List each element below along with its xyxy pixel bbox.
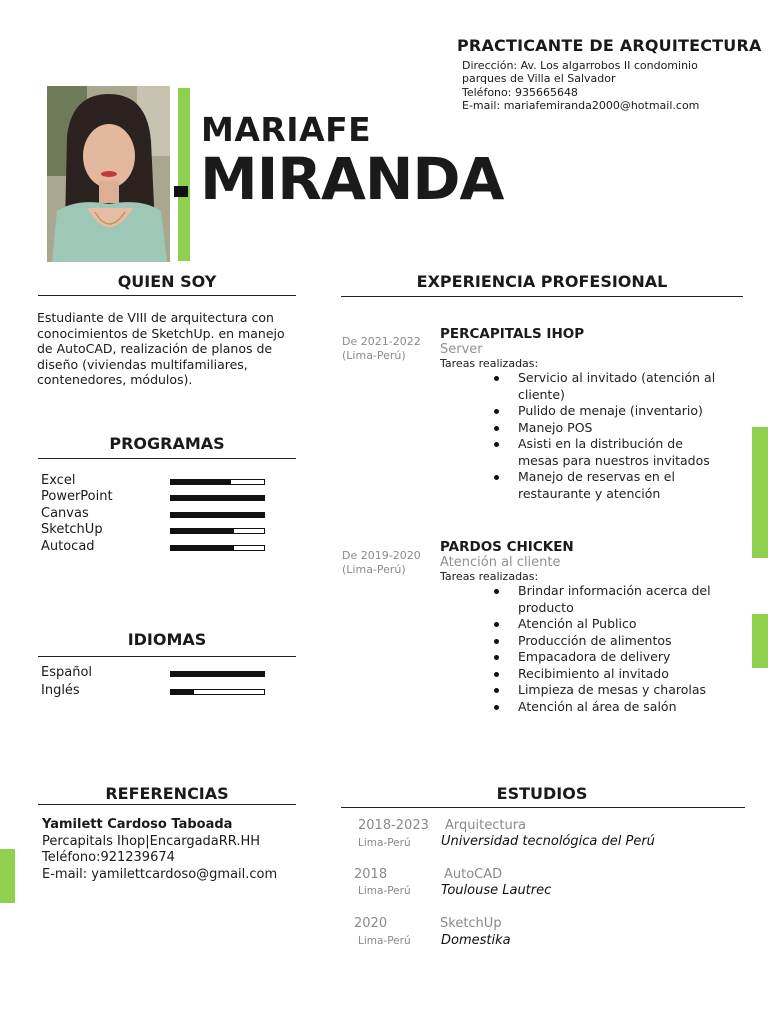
program-level-bar xyxy=(170,528,265,534)
program-label: Excel xyxy=(41,473,76,488)
study-institution: Universidad tecnológica del Perú xyxy=(441,834,655,849)
program-level-bar xyxy=(170,495,265,501)
program-level-bar xyxy=(170,545,265,551)
language-label: Español xyxy=(41,665,93,680)
references-title: REFERENCIAS xyxy=(105,784,229,803)
list-item: Pulido de menaje (inventario) xyxy=(494,403,724,420)
job-role: Atención al cliente xyxy=(440,555,561,570)
programs-title: PROGRAMAS xyxy=(109,434,225,453)
list-item: Servicio al invitado (atención al cliente) xyxy=(494,370,724,403)
email-line[interactable]: E-mail: mariafemiranda2000@hotmail.com xyxy=(462,98,700,112)
program-label: Canvas xyxy=(41,505,89,521)
job-company: PARDOS CHICKEN xyxy=(440,539,574,555)
program-label: PowerPoint xyxy=(41,489,113,505)
accent-vertical-bar xyxy=(178,88,190,261)
language-level-fill xyxy=(171,690,194,694)
list-item: Producción de alimentos xyxy=(494,633,724,650)
programs-divider xyxy=(38,458,296,459)
studies-divider xyxy=(341,807,745,808)
accent-dash xyxy=(174,186,188,197)
study-year: 2020 xyxy=(354,916,388,931)
program-level-bar xyxy=(170,479,265,485)
list-item: Brindar información acerca del producto xyxy=(494,583,724,616)
job-tasks-label: Tareas realizadas: xyxy=(440,570,539,583)
program-level-fill xyxy=(171,496,264,500)
job-date: De 2021-2022 xyxy=(342,335,421,348)
about-divider xyxy=(38,295,296,296)
program-level-fill xyxy=(171,480,231,484)
reference-email[interactable]: E-mail: yamilettcardoso@gmail.com xyxy=(42,866,278,882)
list-item: Recibimiento al invitado xyxy=(494,666,724,683)
program-level-bar xyxy=(170,512,265,518)
job-role: Server xyxy=(440,342,483,357)
list-item: Limpieza de mesas y charolas xyxy=(494,682,724,699)
program-label: Autocad xyxy=(41,538,95,554)
reference-phone: Teléfono:921239674 xyxy=(42,850,175,865)
experience-title: EXPERIENCIA PROFESIONAL xyxy=(416,272,668,291)
job-date: De 2019-2020 xyxy=(342,549,421,562)
job-entry xyxy=(440,326,740,502)
study-year: 2018-2023 xyxy=(358,818,429,833)
references-divider xyxy=(38,804,296,805)
job-task-list xyxy=(494,583,724,715)
profile-photo xyxy=(47,86,170,262)
list-item: Empacadora de delivery xyxy=(494,649,724,666)
contact-block xyxy=(462,59,762,112)
phone-line: Teléfono: 935665648 xyxy=(462,85,578,99)
reference-block xyxy=(42,817,277,883)
profile-photo-illustration xyxy=(47,86,170,262)
job-entry xyxy=(440,539,740,715)
reference-company: Percapitals Ihop|EncargadaRR.HH xyxy=(42,833,261,849)
study-field: Arquitectura xyxy=(445,818,527,833)
study-field: SketchUp xyxy=(440,916,502,931)
address-line: Dirección: Av. Los algarrobos II condominio xyxy=(462,59,698,72)
studies-title: ESTUDIOS xyxy=(496,784,588,803)
job-date-block xyxy=(342,335,421,363)
program-level-fill xyxy=(171,529,234,533)
last-name: MIRANDA xyxy=(200,145,504,213)
experience-divider xyxy=(341,296,743,297)
about-title: QUIEN SOY xyxy=(117,272,217,291)
list-item: Manejo de reservas en el restaurante y atención xyxy=(494,469,724,502)
program-level-fill xyxy=(171,546,234,550)
address-line-2: parques de Villa el Salvador xyxy=(462,72,616,86)
list-item: Atención al área de salón xyxy=(494,699,724,716)
reference-name: Yamilett Cardoso Taboada xyxy=(42,817,233,832)
accent-tab-right-1 xyxy=(752,427,768,558)
job-task-list xyxy=(494,370,724,502)
study-institution: Domestika xyxy=(441,933,511,948)
program-level-fill xyxy=(171,513,264,517)
program-label: SketchUp xyxy=(41,522,103,538)
job-tasks-label: Tareas realizadas: xyxy=(440,357,539,370)
language-level-fill xyxy=(171,672,264,676)
job-location: (Lima-Perú) xyxy=(342,563,406,576)
languages-divider xyxy=(38,656,296,657)
list-item: Asisti en la distribución de mesas para nuestros invitados xyxy=(494,436,724,469)
job-date-block xyxy=(342,549,421,577)
languages-title: IDIOMAS xyxy=(127,630,207,649)
study-field: AutoCAD xyxy=(444,867,503,882)
first-name: MARIAFE xyxy=(201,110,372,149)
list-item: Manejo POS xyxy=(494,420,724,437)
accent-tab-left xyxy=(0,849,15,903)
study-year: 2018 xyxy=(354,867,388,882)
job-company: PERCAPITALS IHOP xyxy=(440,326,585,342)
language-level-bar xyxy=(170,689,265,695)
study-location: Lima-Perú xyxy=(358,935,411,947)
about-text: Estudiante de VIII de arquitectura con conocimientos de SketchUp. en manejo de AutoCAD, realización de planos de diseño (viviendas multifamiliares, contenedores, módulos). xyxy=(37,310,285,387)
language-level-bar xyxy=(170,671,265,677)
study-location: Lima-Perú xyxy=(358,885,411,897)
study-institution: Toulouse Lautrec xyxy=(441,883,552,898)
study-location: Lima-Perú xyxy=(358,837,411,849)
job-title: PRACTICANTE DE ARQUITECTURA xyxy=(457,36,762,55)
job-location: (Lima-Perú) xyxy=(342,349,406,362)
language-label: Inglés xyxy=(41,682,80,698)
accent-tab-right-2 xyxy=(752,614,768,668)
list-item: Atención al Publico xyxy=(494,616,724,633)
